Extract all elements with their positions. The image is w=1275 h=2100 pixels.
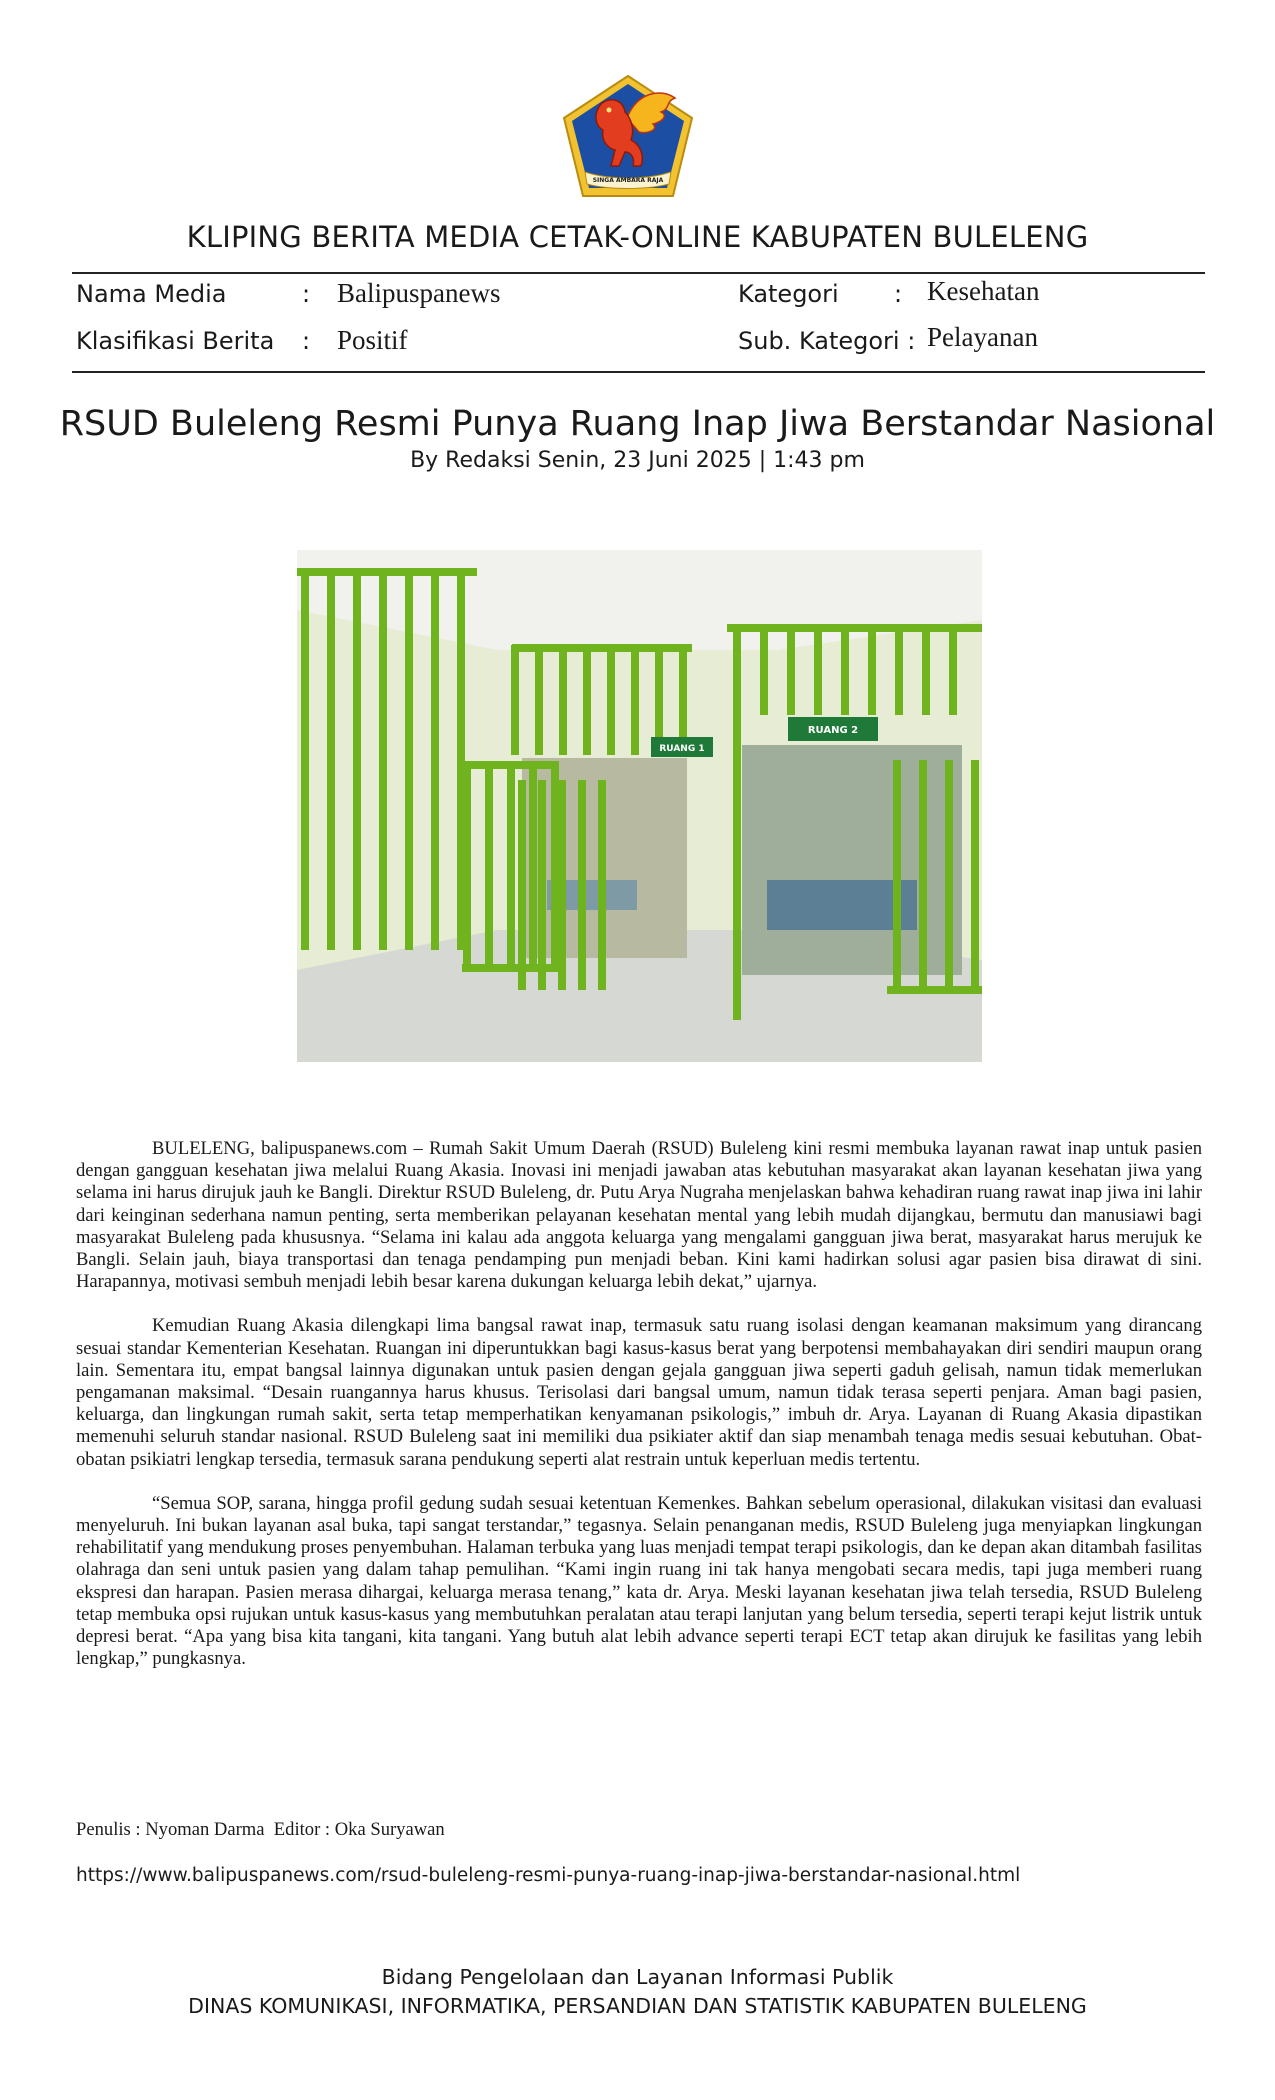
header-rule-top	[72, 272, 1205, 274]
photo-sign-2: RUANG 2	[807, 725, 859, 736]
subkategori-label: Sub. Kategori :	[738, 327, 916, 355]
article-credits: Penulis : Nyoman Darma Editor : Oka Suryawan	[76, 1819, 445, 1840]
subkategori-value: Pelayanan	[927, 322, 1038, 352]
header-rule-bottom	[72, 371, 1205, 373]
footer-department: Bidang Pengelolaan dan Layanan Informasi Publik	[381, 1965, 894, 1989]
article-paragraph-1: BULELENG, balipuspanews.com – Rumah Sakit Umum Daerah (RSUD) Buleleng kini resmi membuka layanan rawat inap untuk pasien dengan gangguan kesehatan jiwa melalui Ruang Akasia. Inovasi ini menjadi jawaban atas kebutuhan masyarakat akan layanan kesehatan jiwa yang selama ini harus dirujuk jauh ke Bangli. Direktur RSUD Buleleng, dr. Putu Arya Nugraha menjelaskan bahwa kehadiran ruang rawat inap jiwa ini lahir dari keinginan sederhana namun penting, serta memberikan pelayanan kesehatan mental yang lebih mudah dijangkau, bermutu dan manusiawi bagi masyarakat Buleleng pada khususnya. “Selama ini kalau ada anggota keluarga yang mengalami gangguan jiwa berat, masyarakat harus merujuk ke Bangli. Selain jauh, biaya transportasi dan tenaga pendamping pun menjadi beban. Kini kami hadirkan solusi agar pasien bisa dirawat di sini. Harapannya, motivasi sembuh menjadi lebih besar karena dukungan keluarga lebih dekat,” ujarnya.	[76, 1138, 1202, 1293]
klasifikasi-value: Positif	[337, 325, 408, 355]
kategori-value: Kesehatan	[927, 276, 1040, 306]
media-colon: :	[302, 280, 311, 308]
media-label: Nama Media	[76, 280, 227, 308]
media-value: Balipuspanews	[337, 278, 501, 308]
klasifikasi-label: Klasifikasi Berita	[76, 327, 275, 355]
article-title: RSUD Buleleng Resmi Punya Ruang Inap Jiwa Berstandar Nasional	[59, 404, 1216, 444]
kategori-colon: :	[894, 280, 903, 308]
photo-room-2-interior	[742, 745, 962, 975]
article-paragraph-3: “Semua SOP, sarana, hingga profil gedung sudah sesuai ketentuan Kemenkes. Bahkan sebelum operasional, dilakukan visitasi dan evaluasi menyeluruh. Ini bukan layanan asal buka, tapi sangat terstandar,” tegasnya. Selain penanganan medis, RSUD Buleleng juga menyiapkan lingkungan rehabilitatif yang mendukung proses penyembuhan. Halaman terbuka yang luas menjadi tempat terapi psikologis, dan ke depan akan ditambah fasilitas olahraga dan seni untuk pasien yang dalam tahap pemulihan. “Kami ingin ruang ini tak hanya mengobati secara medis, tapi juga memberi ruang ekspresi dan harapan. Pasien merasa dihargai, keluarga merasa tenang,” kata dr. Arya. Meski layanan kesehatan jiwa telah tersedia, RSUD Buleleng tetap membuka opsi rujukan untuk kasus-kasus yang membutuhkan peralatan atau terapi lanjutan yang belum tersedia, seperti terapi kejut listrik untuk depresi berat. “Apa yang bisa kita tangani, kita tangani. Yang butuh alat lebih advance seperti terapi ECT tetap akan dirujuk ke fasilitas yang lebih lengkap,” pungkasnya.	[76, 1492, 1202, 1670]
article-paragraph-2: Kemudian Ruang Akasia dilengkapi lima bangsal rawat inap, termasuk satu ruang isolasi dengan keamanan maksimum yang dirancang sesuai standar Kementerian Kesehatan. Ruangan ini diperuntukkan bagi kasus-kasus berat yang berpotensi membahayakan diri sendiri maupun orang lain. Sementara itu, empat bangsal lainnya digunakan untuk pasien dengan gejala gangguan jiwa seperti gaduh gelisah, namun tidak memerlukan pengamanan maksimal. “Desain ruangannya harus khusus. Terisolasi dari bangsal umum, namun tidak terasa seperti penjara. Aman bagi pasien, keluarga, dan lingkungan rumah sakit, serta tetap memperhatikan kenyamanan psikologis,” imbuh dr. Arya. Layanan di Ruang Akasia dipastikan memenuhi seluruh standar nasional. RSUD Buleleng saat ini memiliki dua psikiater aktif dan siap menambah tenaga medis sesuai kebutuhan. Obat-obatan psikiatri lengkap tersedia, termasuk sarana pendukung seperti alat restrain untuk keperluan medis tertentu.	[76, 1315, 1202, 1470]
emblem-lion-eye	[607, 108, 612, 113]
kategori-label: Kategori	[738, 280, 839, 308]
buleleng-emblem-logo	[561, 74, 695, 200]
photo-sign-1: RUANG 1	[659, 744, 705, 754]
article-byline: By Redaksi Senin, 23 Juni 2025 | 1:43 pm	[410, 448, 865, 473]
page-header-title: KLIPING BERITA MEDIA CETAK-ONLINE KABUPATEN BULELENG	[186, 220, 1089, 254]
klasifikasi-colon: :	[302, 327, 311, 355]
article-photo	[297, 550, 982, 1062]
emblem-motto: SINGA AMBARA RAJA	[592, 177, 664, 184]
footer-agency: DINAS KOMUNIKASI, INFORMATIKA, PERSANDIAN DAN STATISTIK KABUPATEN BULELENG	[188, 1994, 1087, 2018]
article-body	[76, 1138, 1202, 1692]
source-url: https://www.balipuspanews.com/rsud-buleleng-resmi-punya-ruang-inap-jiwa-berstandar-nasional.html	[76, 1865, 1021, 1886]
